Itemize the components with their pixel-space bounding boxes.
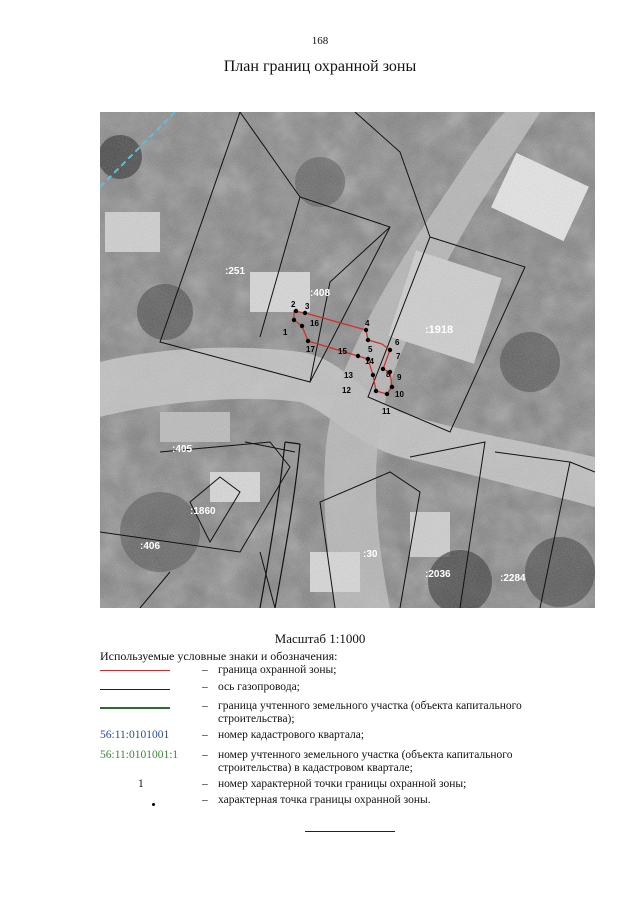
parcel-label: :2036 xyxy=(425,569,451,580)
point-label: 16 xyxy=(310,319,319,328)
point-label: 6 xyxy=(395,338,400,347)
footer-rule xyxy=(305,831,395,832)
parcel-boundary-symbol xyxy=(100,707,170,709)
point-label: 3 xyxy=(305,302,310,311)
parcel-label: :2284 xyxy=(500,573,526,584)
point-label: 9 xyxy=(397,373,402,382)
photo-grain xyxy=(100,112,595,608)
legend-text: граница учтенного земельного участка (объекта капитального строительства); xyxy=(218,700,522,725)
legend-dash: – xyxy=(202,681,208,693)
legend-text: ось газопровода; xyxy=(218,681,300,693)
legend-text: номер кадастрового квартала; xyxy=(218,729,365,741)
map-scale: Масштаб 1:1000 xyxy=(274,631,366,646)
legend-dash: – xyxy=(202,664,208,676)
point-label: 5 xyxy=(368,345,373,354)
point-label: 2 xyxy=(291,300,296,309)
legend-text: номер характерной точки границы охранной зоны; xyxy=(218,778,467,790)
parcel-code-symbol: 56:11:0101001:1 xyxy=(100,749,179,761)
point-label: 11 xyxy=(382,407,391,416)
map-canvas xyxy=(100,112,595,608)
parcel-label: :408 xyxy=(310,288,331,299)
point-label: 14 xyxy=(365,357,374,366)
legend-text: граница охранной зоны; xyxy=(218,664,337,676)
aerial-map xyxy=(100,112,595,608)
legend-text: характерная точка границы охранной зоны. xyxy=(218,794,431,806)
point-label: 7 xyxy=(396,352,401,361)
point-label: 12 xyxy=(342,386,351,395)
point-label: 1 xyxy=(283,328,288,337)
parcel-label: :30 xyxy=(363,549,378,560)
legend-text: номер учтенного земельного участка (объекта капитального строительства) в кадастровом квартале; xyxy=(218,749,513,774)
legend-heading: Используемые условные знаки и обозначения: xyxy=(100,649,338,663)
quarter-code-symbol: 56:11:0101001 xyxy=(100,729,170,741)
point-label: 10 xyxy=(395,390,404,399)
point-label: 4 xyxy=(365,319,370,328)
legend-dash: – xyxy=(202,778,208,790)
page-number: 168 xyxy=(311,35,329,47)
parcel-label: :406 xyxy=(140,541,161,552)
point-marker-symbol xyxy=(152,803,155,806)
point-number-symbol: 1 xyxy=(138,778,144,790)
parcel-label: :251 xyxy=(225,266,246,277)
parcel-label: :1918 xyxy=(425,324,454,336)
legend-dash: – xyxy=(202,749,208,761)
point-label: 17 xyxy=(306,345,315,354)
pipeline-axis-symbol xyxy=(100,689,170,690)
parcel-label: :1860 xyxy=(190,506,216,517)
legend-dash: – xyxy=(202,700,208,712)
point-label: 8 xyxy=(386,370,391,379)
page-title: План границ охранной зоны xyxy=(223,58,417,75)
zone-boundary-symbol xyxy=(100,670,170,671)
point-label: 13 xyxy=(344,371,353,380)
point-label: 15 xyxy=(338,347,347,356)
parcel-label: :405 xyxy=(172,444,193,455)
legend-dash: – xyxy=(202,794,208,806)
legend-dash: – xyxy=(202,729,208,741)
